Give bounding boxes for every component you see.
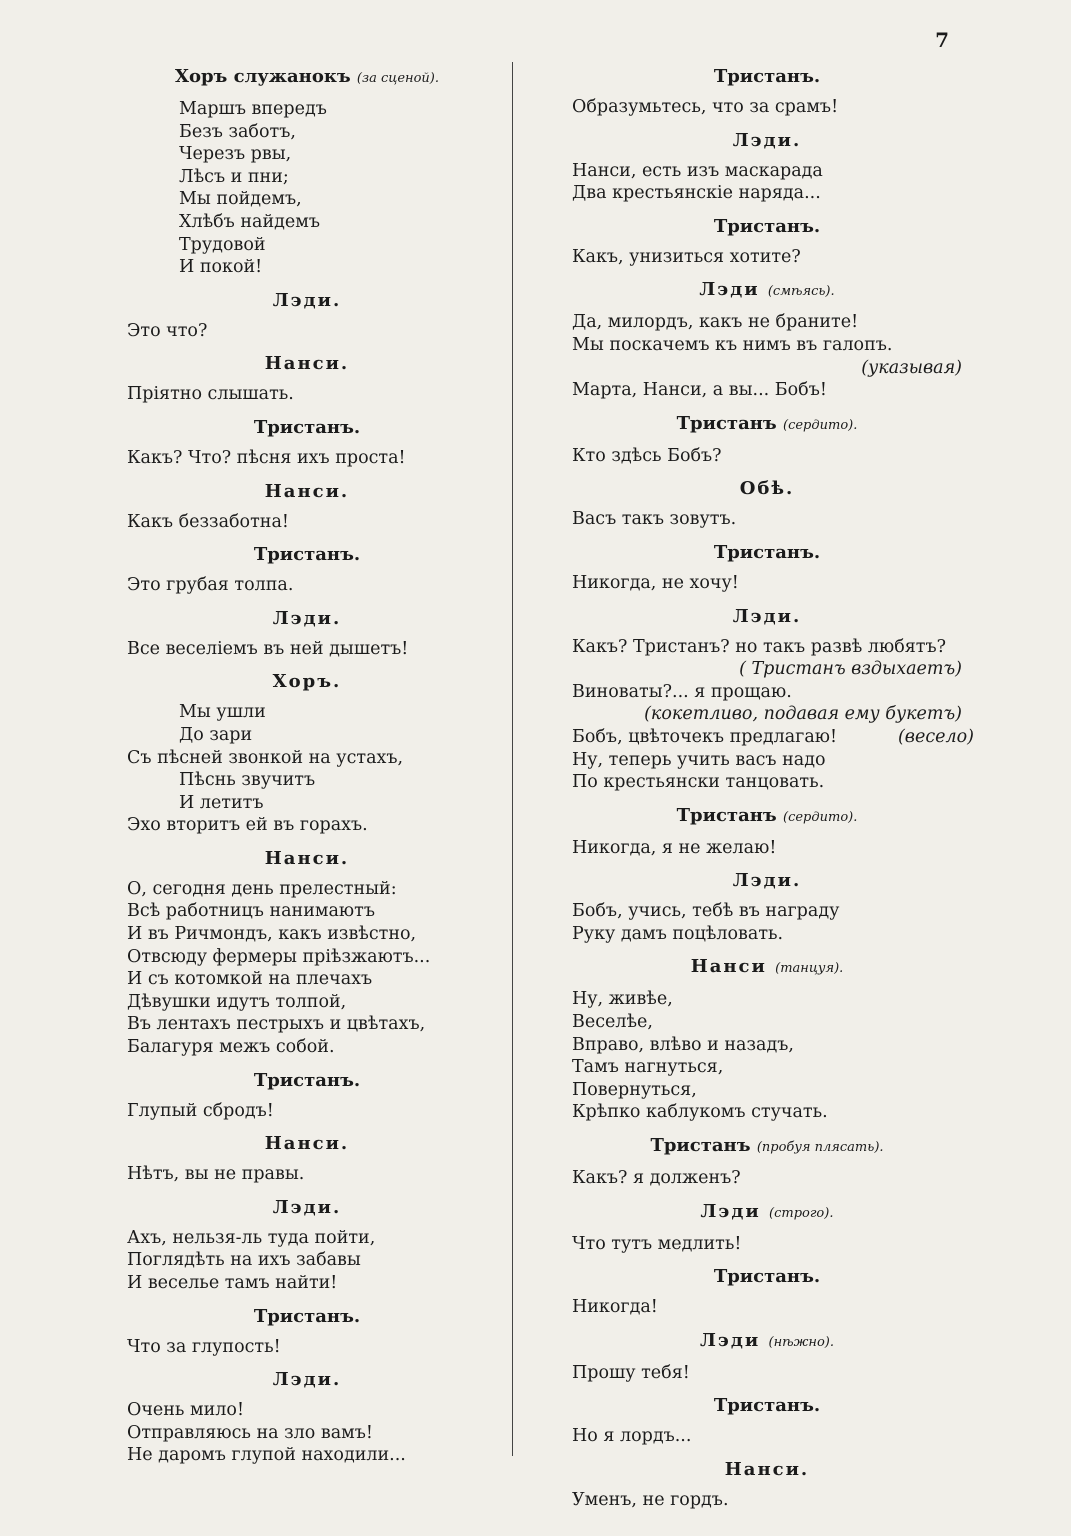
stage-direction: (пробуя плясать). — [756, 1140, 884, 1156]
speaker-name — [572, 277, 962, 305]
verse-line: Балагуря межъ собой. — [127, 1037, 335, 1058]
verse-line: Какъ? я долженъ? — [572, 1168, 741, 1189]
page-number: 7 — [935, 28, 949, 52]
verse-line: Васъ такъ зовутъ. — [572, 509, 737, 530]
verse-line: Прошу тебя! — [572, 1362, 690, 1383]
speaker-name — [127, 288, 487, 314]
speaker-label: Нанси. — [264, 480, 350, 502]
speaker-label: Тристанъ — [676, 412, 777, 434]
verse-line: До зари — [179, 724, 253, 745]
speaker-name — [127, 351, 487, 377]
speaker-name — [572, 540, 962, 566]
verse-line: Всѣ работницъ нанимаютъ — [127, 901, 375, 922]
verse-line: Какъ? Тристанъ? но такъ развѣ любятъ? — [572, 636, 946, 657]
speaker-label: Нанси. — [264, 1133, 350, 1155]
speaker-name — [127, 415, 487, 441]
speaker-name — [127, 64, 487, 92]
verse-line: Дѣвушки идутъ толпой, — [127, 991, 347, 1012]
verse-line: Маршъ впередъ — [179, 99, 327, 119]
verse-line: Мы пойдемъ, — [179, 189, 302, 210]
speaker-name — [127, 669, 487, 695]
right-column — [572, 55, 974, 1512]
speaker-label: Лэди. — [732, 870, 802, 892]
verse-line: Тамъ нагнуться, — [572, 1057, 724, 1078]
speaker-label: Тристанъ. — [713, 66, 821, 87]
verse-line: Это грубая толпа. — [127, 575, 294, 596]
speaker-label: Тристанъ. — [253, 1069, 361, 1091]
speaker-name — [127, 1131, 487, 1157]
stage-direction: (смѣясь). — [767, 284, 835, 300]
speaker-label: Лэди. — [732, 605, 802, 627]
speaker-label: Лэди. — [272, 607, 342, 629]
speaker-label: Хоръ. — [272, 671, 342, 693]
speaker-name — [572, 411, 962, 439]
verse-line: Ну, теперь учить васъ надо — [572, 749, 826, 770]
verse-line: И веселье тамъ найти! — [127, 1273, 338, 1293]
verse-line: Въ лентахъ пестрыхъ и цвѣтахъ, — [127, 1014, 426, 1035]
verse-line: Веселѣе, — [572, 1012, 653, 1033]
verse-line: Все веселіемъ въ ней дышетъ! — [127, 638, 409, 659]
verse-line: Поглядѣть на ихъ забавы — [127, 1250, 361, 1271]
speaker-label: Тристанъ. — [713, 541, 821, 563]
stage-direction: ( Тристанъ вздыхаетъ) — [739, 659, 962, 680]
verse-line: Какъ, унизиться хотите? — [572, 246, 801, 267]
verse-line: Пѣснь звучитъ — [179, 770, 316, 791]
verse-line: Два крестьянскіе наряда... — [572, 183, 821, 204]
speaker-name — [572, 604, 962, 630]
verse-line: Хлѣбъ найдемъ — [179, 211, 320, 232]
verse-line: Руку дамъ поцѣловать. — [572, 923, 784, 944]
verse-line: Мы ушли — [179, 702, 266, 723]
verse-line: Кто здѣсь Бобъ? — [572, 445, 722, 466]
verse-line: Никогда, не хочу! — [572, 572, 739, 593]
verse-line: Марта, Нанси, а вы... Бобъ! — [572, 380, 827, 401]
speaker-label: Лэди. — [732, 129, 802, 151]
verse-line: Глупый сбродъ! — [127, 1100, 274, 1121]
speaker-name — [572, 1393, 962, 1419]
verse-line: Отправляюсь на зло вамъ! — [127, 1422, 373, 1443]
speaker-name — [127, 479, 487, 505]
verse-line: Да, милордъ, какъ не браните! — [572, 312, 859, 333]
verse-line: И летитъ — [179, 792, 264, 813]
verse-line: И въ Ричмондъ, какъ извѣстно, — [127, 924, 417, 945]
verse-line: Безъ заботъ, — [179, 121, 296, 142]
verse-line: Никогда! — [572, 1297, 658, 1318]
speaker-label: Тристанъ. — [713, 1395, 821, 1417]
speaker-name — [127, 1195, 487, 1221]
column-divider — [512, 62, 513, 1456]
speaker-label: Лэди — [699, 279, 760, 301]
verse-line: Эхо вторитъ ей въ горахъ. — [127, 815, 368, 836]
verse-line: Отвсюду фермеры пріѣзжаютъ... — [127, 946, 431, 967]
speaker-name — [572, 214, 962, 240]
verse-line: Не даромъ глупой находили... — [127, 1445, 406, 1466]
verse-line: Образумьтесь, что за срамъ! — [572, 97, 839, 117]
verse-line: Нанси, есть изъ маскарада — [572, 160, 823, 181]
speaker-name — [572, 868, 962, 894]
speaker-name — [127, 846, 487, 872]
verse-line: И съ котомкой на плечахъ — [127, 969, 373, 990]
speaker-name — [127, 542, 487, 568]
verse-line: Что за глупость! — [127, 1336, 281, 1357]
verse-line: О, сегодня день прелестный: — [127, 878, 397, 899]
speaker-label: Лэди — [700, 1329, 761, 1351]
verse-line: По крестьянски танцовать. — [572, 772, 825, 793]
speaker-label: Тристанъ. — [253, 416, 361, 438]
speaker-name — [127, 606, 487, 632]
speaker-name — [572, 1264, 962, 1290]
speaker-label: Нанси. — [264, 847, 350, 869]
verse-line: Это что? — [127, 320, 208, 341]
verse-line: Ахъ, нельзя-ль туда пойти, — [127, 1227, 376, 1248]
speaker-label: Тристанъ. — [713, 1266, 821, 1288]
stage-direction: (сердито). — [783, 417, 858, 433]
stage-direction: (нѣжно). — [768, 1334, 834, 1350]
verse-line: Бобъ, учись, тебѣ въ награду — [572, 901, 840, 922]
speaker-label: Обѣ. — [739, 478, 795, 500]
speaker-name — [572, 1199, 962, 1227]
stage-direction: (за сценой). — [356, 71, 439, 86]
speaker-label: Тристанъ. — [253, 1305, 361, 1327]
stage-direction: (указывая) — [861, 357, 962, 378]
speaker-name — [572, 1328, 962, 1356]
verse-line: Какъ? Что? пѣсня ихъ проста! — [127, 447, 406, 468]
speaker-name — [572, 128, 962, 154]
verse-line: Повернуться, — [572, 1079, 697, 1100]
verse-line: Вправо, влѣво и назадъ, — [572, 1034, 794, 1055]
verse-line: Мы поскачемъ къ нимъ въ галопъ. — [572, 334, 893, 355]
verse-line: Крѣпко каблукомъ стучать. — [572, 1102, 828, 1123]
speaker-name — [572, 64, 962, 90]
speaker-name — [127, 1068, 487, 1094]
stage-direction: (сердито). — [783, 809, 858, 825]
verse-line: Какъ беззаботна! — [127, 511, 289, 532]
speaker-label: Лэди. — [272, 1196, 342, 1218]
speaker-label: Лэди — [700, 1200, 761, 1222]
stage-direction: (строго). — [769, 1205, 834, 1221]
verse-line: Трудовой — [179, 234, 266, 255]
speaker-label: Тристанъ — [676, 804, 777, 826]
speaker-label: Нанси. — [264, 353, 350, 375]
stage-direction: (кокетливо, подавая ему букетъ) — [644, 704, 962, 725]
speaker-name — [572, 1457, 962, 1483]
verse-line: Нѣтъ, вы не правы. — [127, 1164, 305, 1185]
verse-line: Уменъ, не гордъ. — [572, 1490, 729, 1510]
stage-direction: (танцуя). — [775, 961, 844, 977]
verse-line: Ну, живѣе, — [572, 989, 673, 1010]
verse-line: Бобъ, цвѣточекъ предлагаю! (весело) — [572, 726, 974, 747]
verse-line: Но я лордъ... — [572, 1426, 692, 1447]
speaker-name — [572, 476, 962, 502]
speaker-label: Лэди. — [272, 1369, 342, 1391]
speaker-label: Хоръ служанокъ — [175, 66, 351, 87]
verse-line: Пріятно слышать. — [127, 384, 294, 405]
verse-line: Съ пѣсней звонкой на устахъ, — [127, 747, 404, 768]
speaker-label: Тристанъ. — [253, 544, 361, 566]
speaker-label: Нанси. — [724, 1459, 810, 1480]
verse-line: Никогда, я не желаю! — [572, 837, 777, 858]
speaker-label: Лэди. — [272, 289, 342, 311]
stage-direction: (весело) — [897, 726, 974, 747]
left-column — [127, 55, 487, 1467]
verse-line: Черезъ рвы, — [179, 144, 292, 165]
speaker-label: Тристанъ — [650, 1135, 751, 1157]
speaker-label: Тристанъ. — [713, 215, 821, 237]
speaker-name — [127, 1304, 487, 1330]
speaker-name — [572, 1133, 962, 1161]
speaker-name — [572, 803, 962, 831]
verse-line: И покой! — [179, 257, 263, 278]
speaker-name — [127, 1367, 487, 1393]
verse-line: Очень мило! — [127, 1400, 244, 1421]
speaker-name — [572, 954, 962, 982]
verse-line: Что тутъ медлить! — [572, 1233, 742, 1254]
verse-line: Виноваты?... я прощаю. — [572, 681, 792, 702]
verse-line: Лѣсъ и пни; — [179, 166, 289, 187]
speaker-label: Нанси — [690, 956, 767, 978]
